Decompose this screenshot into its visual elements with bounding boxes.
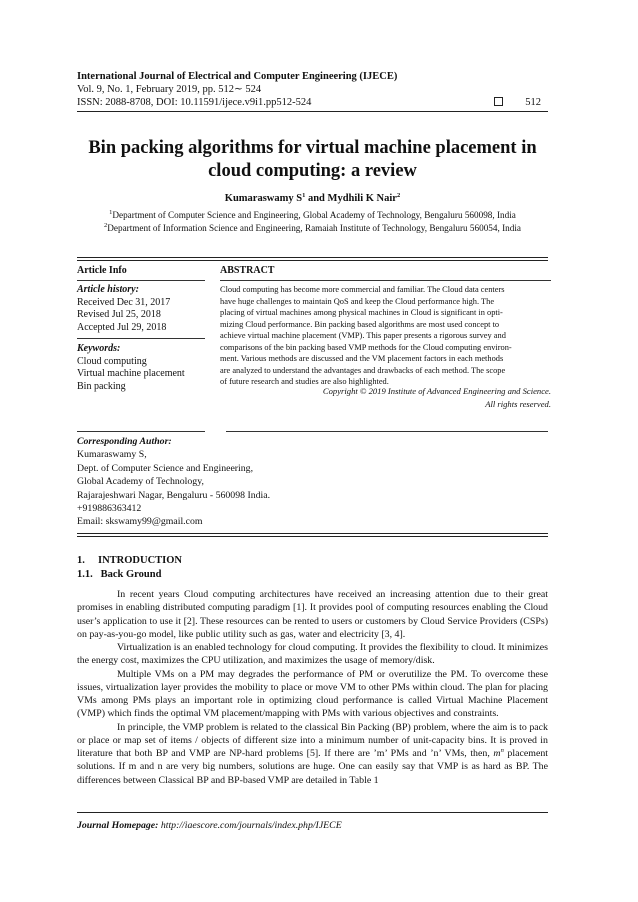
department: Dept. of Computer Science and Engineering, [77,462,254,474]
abstract-line: achieve virtual machine placement (VMP). This paper presents a rigorous survey and [220,331,506,340]
copyright-line: Copyright © 2019 Institute of Advanced Engineering and Science. [322,386,551,396]
affiliation-mark: 2 [396,192,401,199]
paragraph-text: In principle, the VMP problem is related to the classical Bin Packing (BP) problem, where the aim is to pack or place or map set of items / objects of different size into a minimum number of unit-capacity bins. It is proved in literature that both BP and VMP are NP-hard problems [5]. If there are ’m’ PMs and ’n’ VMs, then, [77,721,548,759]
divider [77,280,205,281]
history-revised: Revised Jul 25, 2018 [77,309,161,320]
address: Rajarajeshwari Nagar, Bengaluru - 560098 India. [77,489,271,501]
author-name: Mydhili K Nair [327,193,397,204]
phone: +919886363412 [77,503,142,515]
keywords-block [77,343,205,393]
abstract-line: comparisons of the bin packing based VMP methods for the Cloud computing environ- [220,342,512,352]
abstract-line: of future research and studies are also highlighted. [220,377,389,386]
abstract-line: mizing Cloud performance. Bin packing based algorithms are most used concept to [220,319,500,329]
affiliation [77,223,548,233]
paragraph: Virtualization is an enabled technology for cloud computing. It provides the flexibility to cloud. It minimizes the energy cost, maximizes the CPU utilization, and maximizes the usage of memory/disk. [77,642,548,667]
author-name: Kumaraswamy S [224,193,303,204]
email: Email: skswamy99@gmail.com [77,516,203,528]
math-base: m [493,748,501,759]
section-heading: 1. INTRODUCTION [77,555,183,566]
homepage-url[interactable]: http://iaescore.com/journals/index.php/IJECE [160,820,342,831]
header-rule [77,111,548,112]
affiliation-mark: 1 [302,192,306,199]
footer-rule [77,812,548,813]
page-number-group [494,96,541,109]
corresponding-author [77,435,377,529]
math-exponent: n [500,747,504,754]
frontmatter-top-rule [77,257,548,261]
abstract-heading [220,265,551,277]
volume-line: Vol. 9, No. 1, February 2019, pp. 512∼ 524 [77,84,262,95]
abstract-text [220,284,551,388]
article-info-heading [77,265,205,278]
abstract-line: ment. Various methods are discussed and the VM placement factors in each methods [220,354,504,363]
abstract-line: have huge challenges to maintain QoS and keep the Cloud performance high. The [220,296,495,306]
page-number: 512 [525,97,541,108]
divider [226,431,548,432]
affiliation-mark: 1 [109,209,113,216]
paper-title [77,137,548,183]
paragraph-text: placement solutions. If m and n are very big numbers, solutions are huge. One can easily say that VMP is as hard as BP. The differences between Classical BP and BP-based VMP are detailed in Table 1 [77,748,549,786]
affiliation [77,210,548,220]
abstract-line: Cloud computing has become more commercial and familiar. The Cloud data centers [220,285,505,294]
corresponding-author-label: Corresponding Author: [77,436,172,447]
history-accepted: Accepted Jul 29, 2018 [77,321,167,333]
divider [77,338,205,339]
keyword-item: Virtual machine placement [77,368,185,379]
institution: Global Academy of Technology, [77,476,204,488]
history-received: Received Dec 31, 2017 [77,296,171,308]
issn-doi-line [77,96,541,109]
divider [220,280,551,281]
copyright-line: All rights reserved. [485,399,551,409]
affiliation-text: Department of Information Science and Engineering, Ramaiah Institute of Technology, Bengaluru 560054, India [107,223,521,233]
abstract-label: ABSTRACT [220,265,275,276]
keyword-item: Cloud computing [77,355,147,367]
paragraph: In recent years Cloud computing architectures have received an increasing attention due to their great promises in enabling distributed computing paradigm [1]. It provides pool of computing resources enabling the Cloud user’s application to use it [2]. These resources can be rented to users or customers by Cloud Service Providers (CSPs) on pay-as-you-go model, like public utility such as gas, water and electricity [3, 4]. [77,589,548,640]
journal-homepage [77,820,342,831]
homepage-label: Journal Homepage: [77,820,159,831]
author-list [77,193,548,204]
subsection-heading: 1.1. Back Ground [77,569,162,580]
title-line-1: Bin packing algorithms for virtual machine placement in [88,138,537,158]
square-icon [494,97,503,106]
article-history-label: Article history: [77,284,139,295]
keywords-label: Keywords: [77,343,121,354]
copyright-notice [220,385,551,411]
author-conjunction: and [305,193,328,204]
affiliation-mark: 2 [104,222,108,229]
journal-name: International Journal of Electrical and Computer Engineering (IJECE) [77,71,398,82]
body-text [77,588,548,787]
keyword-item: Bin packing [77,380,126,392]
article-history [77,284,205,334]
divider [77,431,205,432]
title-line-2: cloud computing: a review [208,161,417,181]
abstract-line: placing of virtual machines among physical machines in Cloud is significant in opti- [220,308,503,317]
paragraph [77,721,548,787]
author-name: Kumaraswamy S, [77,449,147,461]
paragraph: Multiple VMs on a PM may degrades the performance of PM or overutilize the PM. To overcome these issues, virtualization layer provides the mobility to place or move VM to other PMs within cloud. The plan for placing VMs among PMs plays an important role in optimizing cloud performance is called Virtual Machine Placement (VMP) which finds the optimal VM placement/mapping with PMs with various objectives and constraints. [77,668,548,720]
issn-doi-text: ISSN: 2088-8708, DOI: 10.11591/ijece.v9i1.pp512-524 [77,97,312,108]
affiliation-text: Department of Computer Science and Engineering, Global Academy of Technology, Bengaluru 560098, India [112,210,516,220]
abstract-line: are analyzed to understand the advantages and drawbacks of each method. The scope [220,365,506,375]
frontmatter-bottom-rule [77,533,548,537]
article-info-label: Article Info [77,265,127,276]
